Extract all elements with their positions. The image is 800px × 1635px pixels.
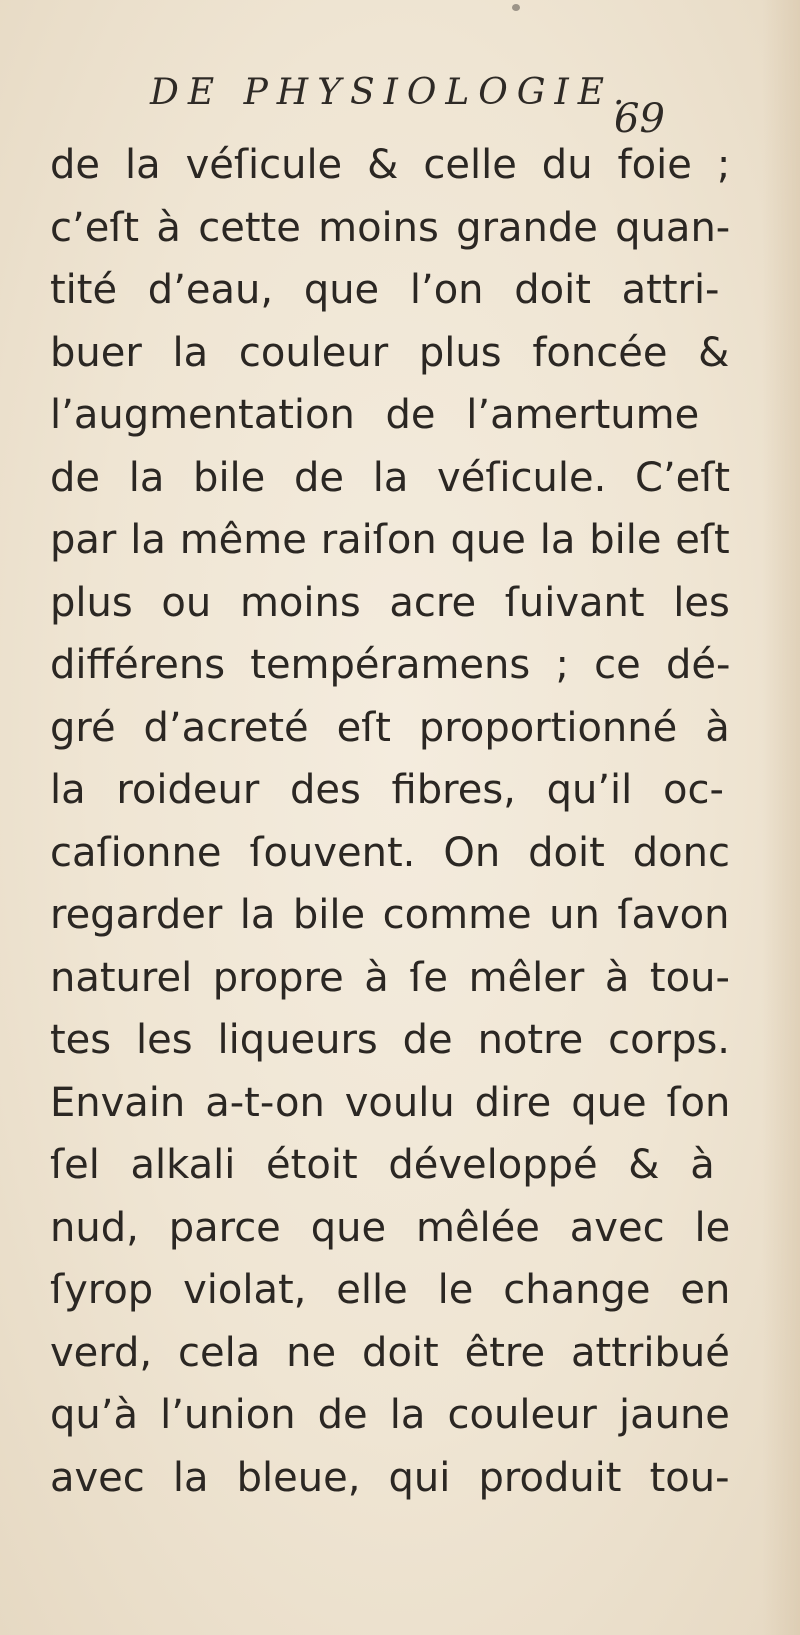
text-line: buer la couleur plus foncée & [50,329,730,376]
text-line: tité d’eau, que l’on doit attri- [50,267,720,313]
ink-spot [512,4,520,11]
text-line: ſel alkali étoit développé & à [50,1142,715,1188]
text-line: par la même raiſon que la bile eſt [50,517,730,563]
page-number: 69 [614,96,665,142]
running-head: DE PHYSIOLOGIE. [150,72,634,113]
text-line: verd, cela ne doit être attribué [50,1329,730,1376]
text-line: regarder la bile comme un ſavon [50,892,730,938]
text-line: naturel propre à ſe mêler à tou- [50,954,730,1001]
text-line: ſyrop violat, elle le change en [50,1267,731,1313]
text-line: avec la bleue, qui produit tou- [50,1454,730,1501]
text-line: qu’à l’union de la couleur jaune [50,1392,730,1438]
body-text [50,134,730,1524]
text-line: la roideur des fibres, qu’il oc- [50,767,724,813]
text-line: différens tempéramens ; ce dé- [50,642,731,688]
text-line: nud, parce que mêlée avec le [50,1204,731,1251]
text-line: gré d’acreté eſt proportionné à [50,704,730,751]
page-edge-shadow [762,0,800,1635]
text-line: plus ou moins acre ſuivant les [50,579,730,626]
text-line: tes les liqueurs de notre corps. [50,1017,731,1063]
text-line: caſionne ſouvent. On doit donc [50,829,730,876]
text-line: de la bile de la véſicule. C’eſt [50,454,731,501]
text-line: l’augmentation de l’amertume [50,392,700,438]
text-line: de la véſicule & celle du foie ; [50,142,731,188]
text-line: Envain a-t-on voulu dire que ſon [50,1079,731,1126]
text-line: c’eſt à cette moins grande quan- [50,204,731,251]
